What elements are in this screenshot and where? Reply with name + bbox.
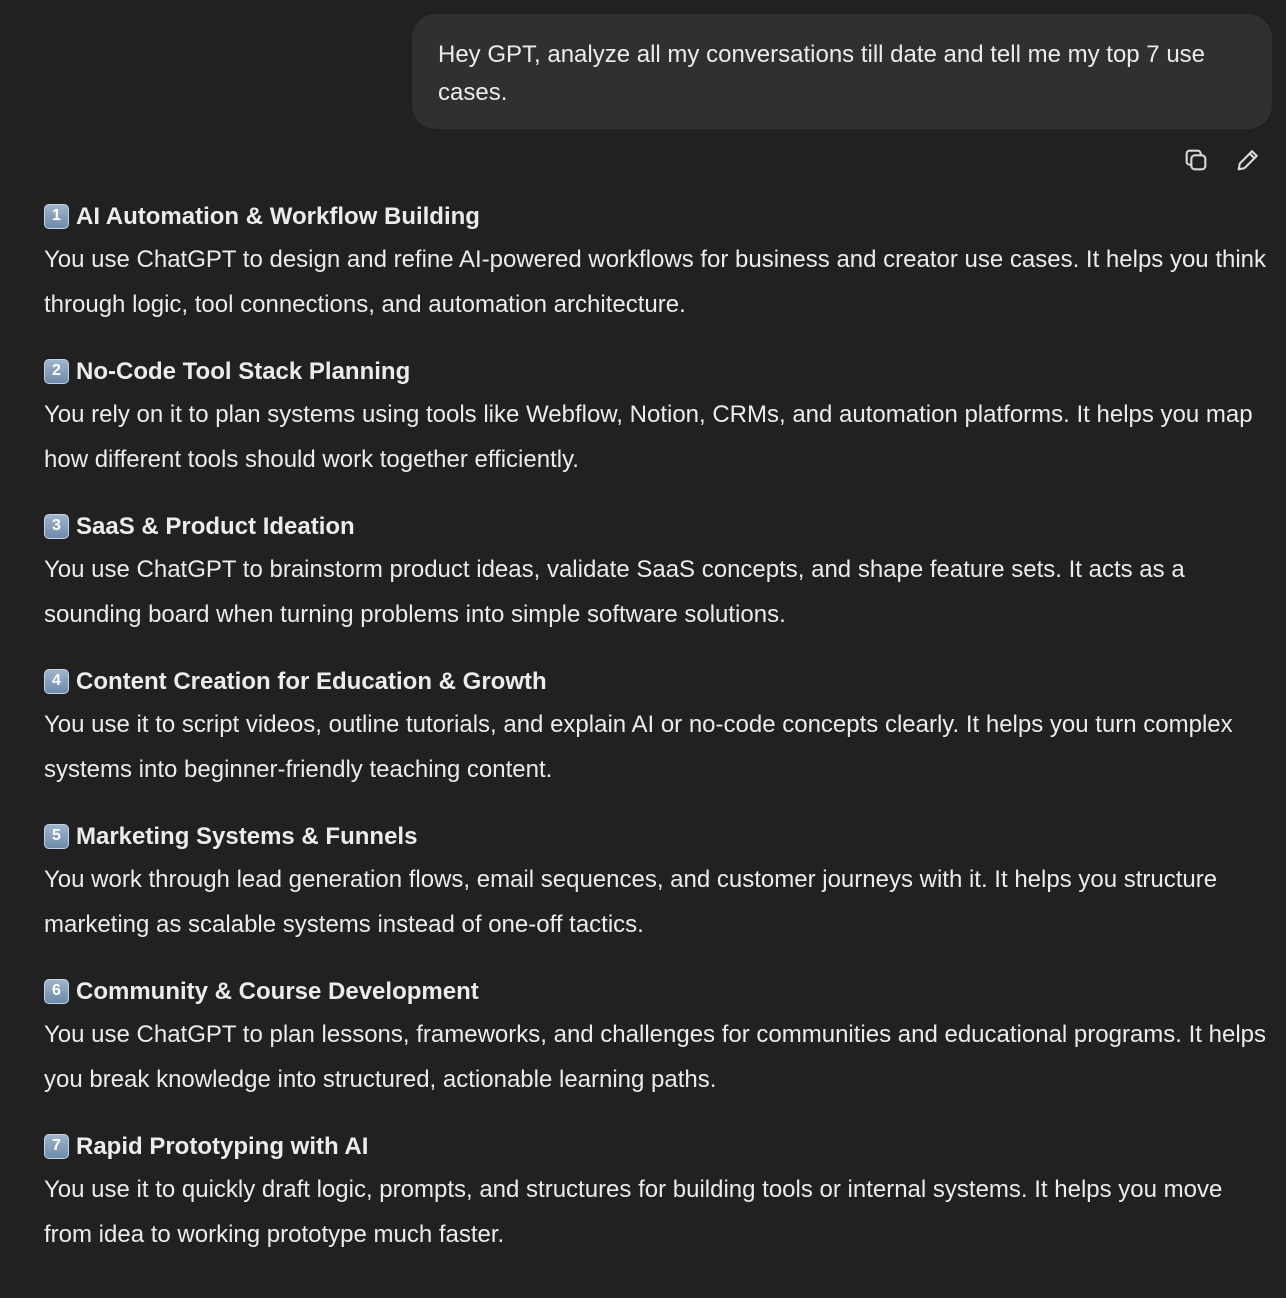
use-case-description: You use ChatGPT to plan lessons, frameworks, and challenges for communities and educational programs. It helps you break knowledge into structured, actionable learning paths. (44, 1021, 1266, 1093)
number-4-keycap-icon: 4 (44, 669, 69, 694)
use-case-6 (44, 972, 1274, 1102)
use-case-title-text: AI Automation & Workflow Building (76, 203, 480, 230)
use-case-title (44, 817, 1274, 857)
use-case-title (44, 662, 1274, 702)
message-actions (1180, 144, 1264, 176)
edit-button[interactable] (1232, 144, 1264, 176)
use-case-description: You use it to quickly draft logic, prompts, and structures for building tools or internal systems. It helps you move from idea to working prototype much faster. (44, 1176, 1223, 1248)
number-5-keycap-icon: 5 (44, 824, 69, 849)
use-case-3 (44, 507, 1274, 637)
use-case-description: You use ChatGPT to brainstorm product ideas, validate SaaS concepts, and shape feature sets. It acts as a sounding board when turning problems into simple software solutions. (44, 556, 1185, 628)
use-case-title-text: SaaS & Product Ideation (76, 513, 355, 540)
number-7-keycap-icon: 7 (44, 1134, 69, 1159)
assistant-response (44, 197, 1274, 1282)
use-case-title-text: Content Creation for Education & Growth (76, 668, 547, 695)
user-message-bubble (412, 14, 1272, 129)
use-case-title (44, 507, 1274, 547)
copy-button[interactable] (1180, 144, 1212, 176)
number-3-keycap-icon: 3 (44, 514, 69, 539)
number-2-keycap-icon: 2 (44, 359, 69, 384)
copy-icon (1182, 146, 1210, 174)
use-case-5 (44, 817, 1274, 947)
use-case-7 (44, 1127, 1274, 1257)
use-case-1 (44, 197, 1274, 327)
use-case-title (44, 972, 1274, 1012)
use-case-title-text: Rapid Prototyping with AI (76, 1133, 369, 1160)
number-6-keycap-icon: 6 (44, 979, 69, 1004)
use-case-title (44, 352, 1274, 392)
number-1-keycap-icon: 1 (44, 204, 69, 229)
use-case-title-text: No-Code Tool Stack Planning (76, 358, 411, 385)
use-case-title (44, 1127, 1274, 1167)
user-message-text: Hey GPT, analyze all my conversations till date and tell me my top 7 use cases. (438, 41, 1206, 106)
use-case-description: You rely on it to plan systems using tools like Webflow, Notion, CRMs, and automation platforms. It helps you map how different tools should work together efficiently. (44, 401, 1253, 473)
pencil-icon (1234, 146, 1262, 174)
use-case-description: You use ChatGPT to design and refine AI-powered workflows for business and creator use cases. It helps you think through logic, tool connections, and automation architecture. (44, 246, 1267, 318)
use-case-title-text: Marketing Systems & Funnels (76, 823, 418, 850)
use-case-description: You use it to script videos, outline tutorials, and explain AI or no-code concepts clearly. It helps you turn complex systems into beginner-friendly teaching content. (44, 711, 1233, 783)
use-case-title (44, 197, 1274, 237)
use-case-2 (44, 352, 1274, 482)
use-case-4 (44, 662, 1274, 792)
use-case-title-text: Community & Course Development (76, 978, 479, 1005)
use-case-description: You work through lead generation flows, email sequences, and customer journeys with it. It helps you structure marketing as scalable systems instead of one-off tactics. (44, 866, 1218, 938)
